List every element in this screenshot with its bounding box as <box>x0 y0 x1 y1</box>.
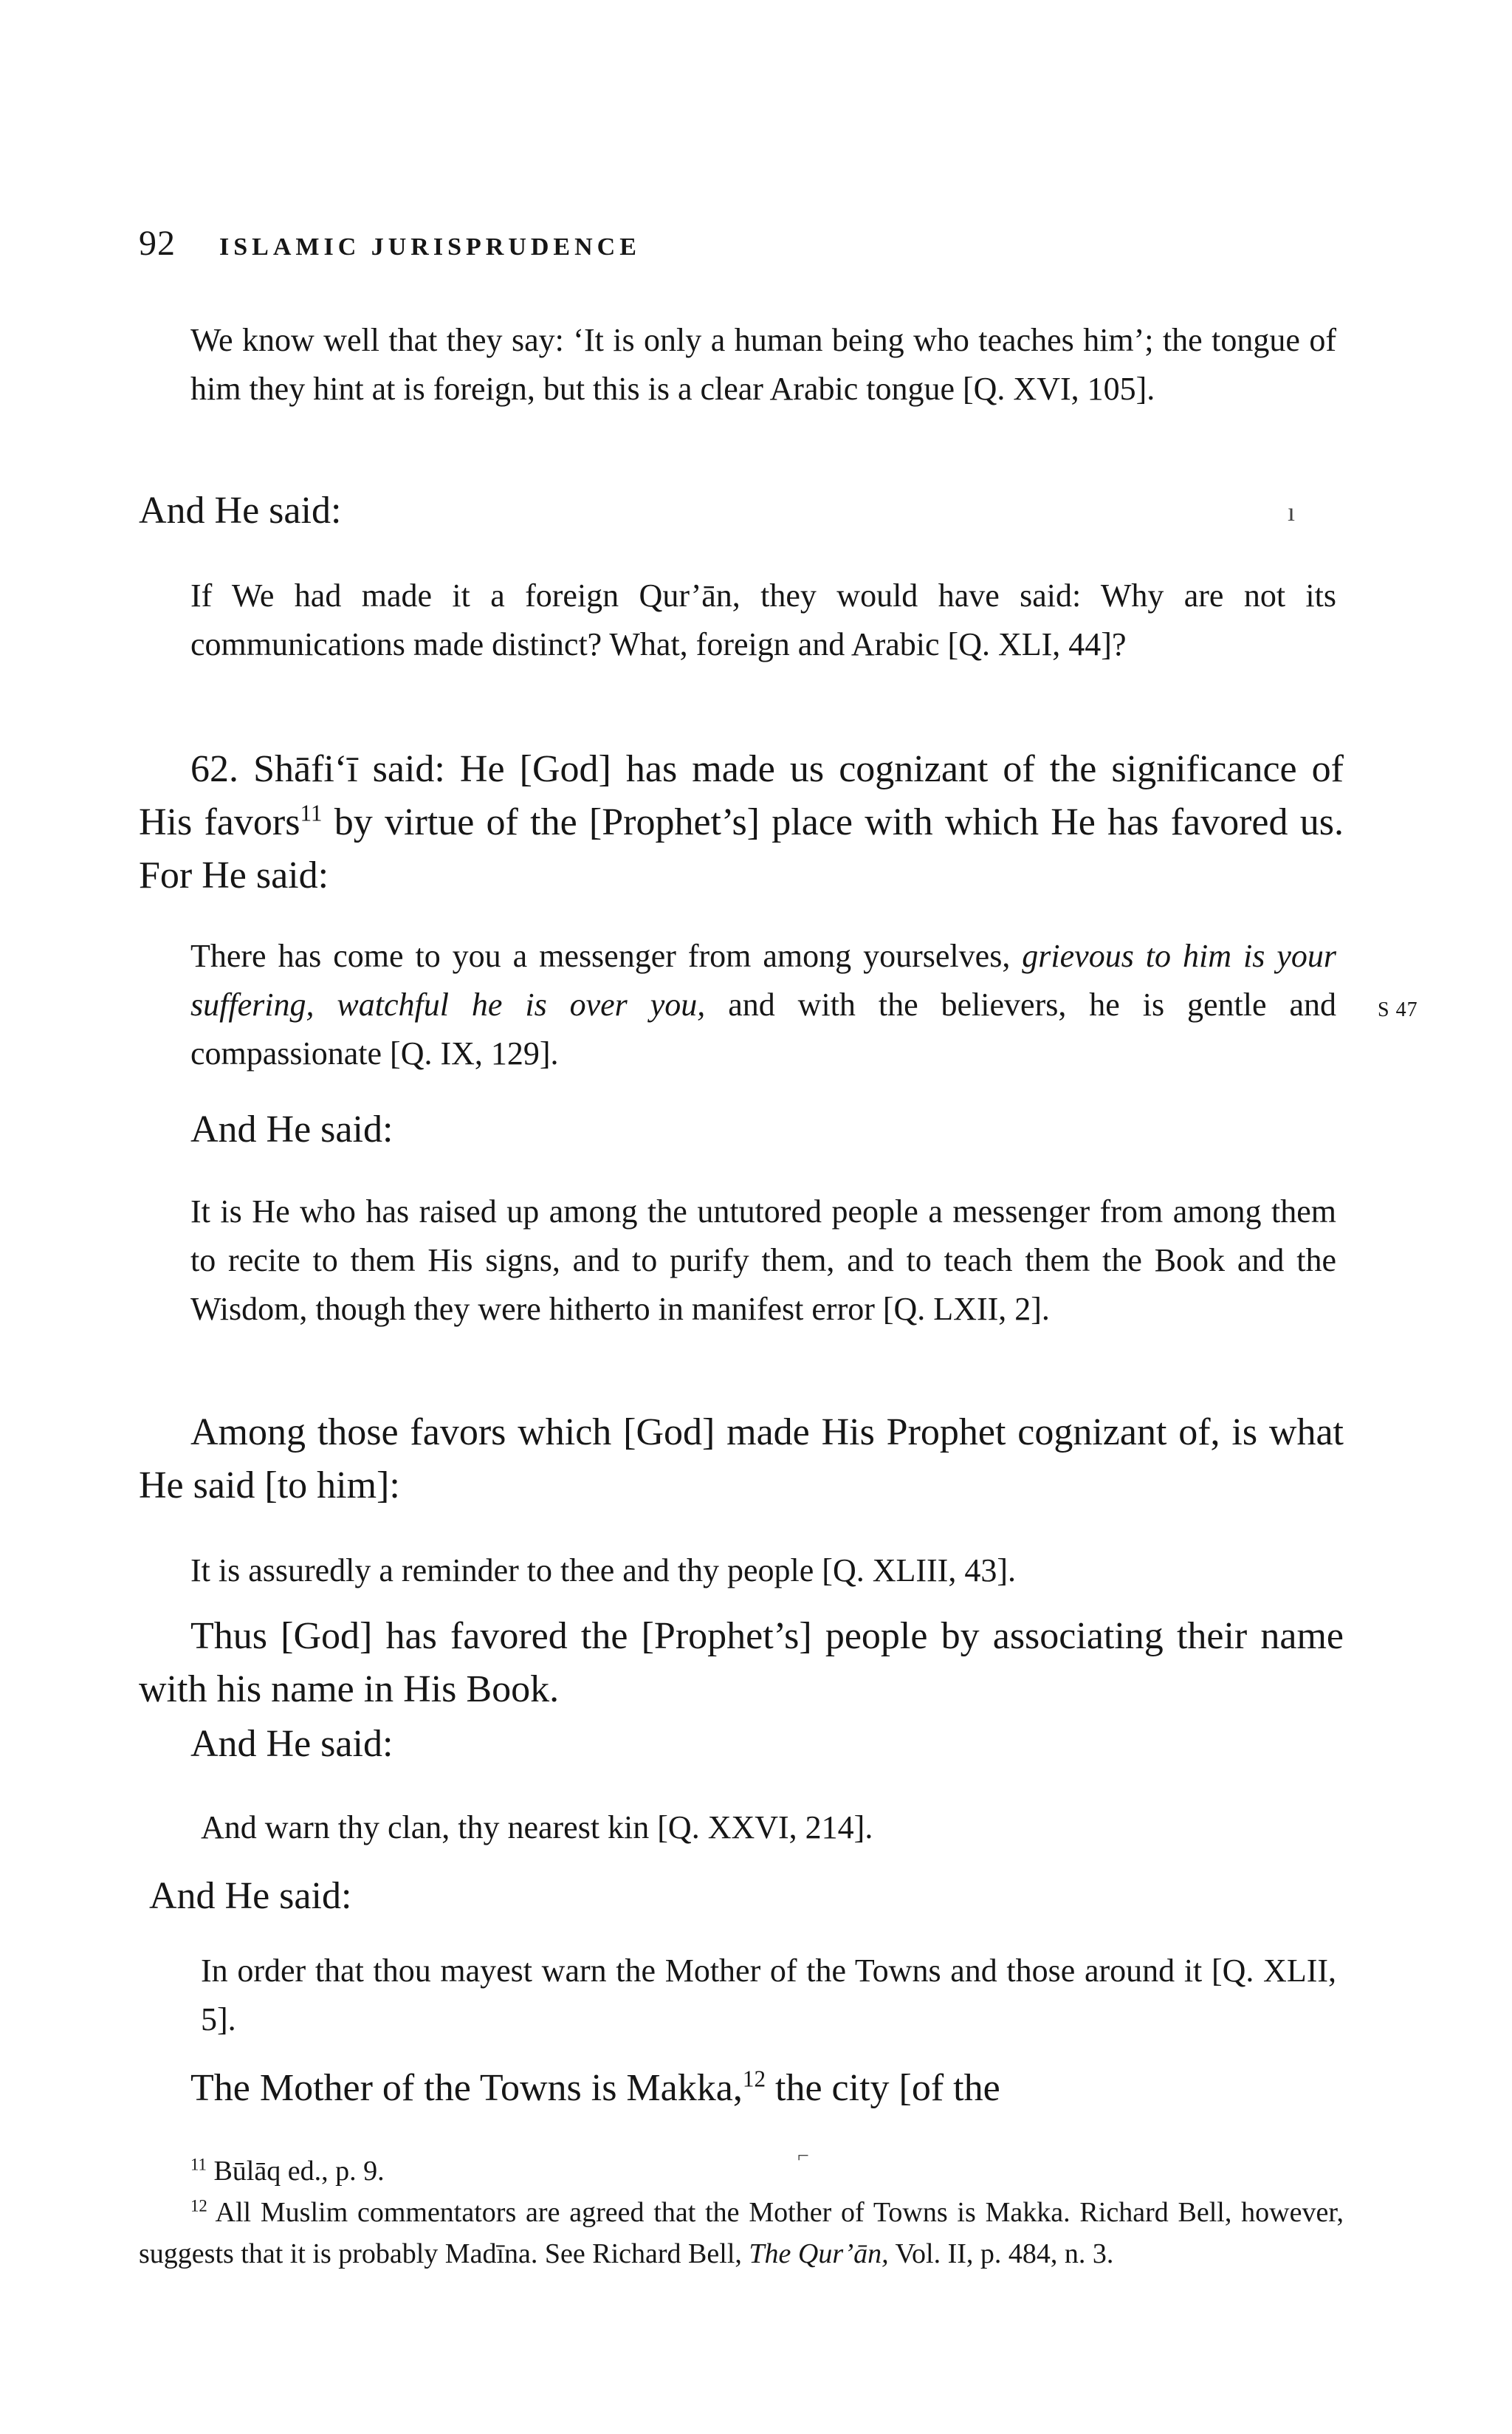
paragraph-mother-end: the city [of the <box>766 2067 1000 2109</box>
footnote-12-text-start: All Muslim commentators are agreed that the Mother of Towns is Makka. Richard Bell, however, suggests that it is probably Madīna. See Richard Bell, <box>139 2197 1344 2269</box>
and-he-said-2: And He said: <box>190 1108 394 1151</box>
footnote-12-text-end: Vol. II, p. 484, n. 3. <box>888 2238 1114 2269</box>
quote-q9-129-italic: grievous to him is your suffering, watchful he is over you, <box>190 938 1336 1023</box>
quote-q16-105: We know well that they say: ‘It is only a human being who teaches him’; the tongue of him they hint at is foreign, but this is a clear Arabic tongue [Q. XVI, 105]. <box>190 322 1336 407</box>
quote-q43-43: It is assuredly a reminder to thee and thy people [Q. XLIII, 43]. <box>190 1552 1016 1588</box>
paragraph-thus: Thus [God] has favored the [Prophet’s] people by associating their name with his name in His Book. <box>139 1615 1344 1710</box>
paragraph-62 <box>139 743 1344 902</box>
quote-q41-44: If We had made it a foreign Qur’ān, they would have said: Why are not its communications made distinct? What, foreign and Arabic [Q. XLI, 44]? <box>190 577 1336 662</box>
and-he-said-4: And He said: <box>149 1875 352 1917</box>
stray-mark: ı <box>1288 497 1296 527</box>
footnote-11 <box>190 2150 1344 2192</box>
running-head <box>139 223 641 264</box>
paragraph-62-start: 62. Shāfi‘ī said: He [God] has made us cognizant of the significance of His favors <box>139 748 1344 843</box>
paragraph-mother <box>190 2062 1344 2115</box>
quote-q9-129-end: and with the believers, he is gentle and compassionate [Q. IX, 129]. <box>190 987 1337 1072</box>
and-he-said-3: And He said: <box>190 1723 394 1765</box>
footnote-ref-11[interactable]: 11 <box>300 800 323 826</box>
footnote-12-italic: The Qur’ān, <box>749 2238 889 2269</box>
paragraph-62-end: by virtue of the [Prophet’s] place with which He has favored us. For He said: <box>139 801 1344 897</box>
paragraph-mother-start: The Mother of the Towns is Makka, <box>190 2067 743 2109</box>
footnote-ref-12[interactable]: 12 <box>742 2066 766 2092</box>
page-number: 92 <box>139 224 176 263</box>
quote-q9-129 <box>190 932 1336 1078</box>
paragraph-among: Among those favors which [God] made His Prophet cognizant of, is what He said [to him]: <box>139 1411 1344 1506</box>
stray-mark-2: ⌐ <box>797 2145 809 2167</box>
footnote-11-number: 11 <box>190 2155 207 2174</box>
quote-q9-129-start: There has come to you a messenger from among yourselves, <box>190 938 1023 974</box>
quote-q42-5: In order that thou mayest warn the Mother of the Towns and those around it [Q. XLII, 5]. <box>201 1953 1336 2037</box>
footnote-12-number: 12 <box>190 2196 207 2215</box>
footnote-11-text: Būlāq ed., p. 9. <box>206 2156 385 2187</box>
and-he-said-1: And He said: <box>139 490 342 532</box>
quote-q62-2: It is He who has raised up among the untutored people a messenger from among them to recite to them His signs, and to purify them, and to teach them the Book and the Wisdom, though they were hitherto in manifest error [Q. LXII, 2]. <box>190 1193 1336 1327</box>
margin-note: S 47 <box>1378 998 1418 1021</box>
running-title: ISLAMIC JURISPRUDENCE <box>219 233 641 261</box>
quote-q26-214: And warn thy clan, thy nearest kin [Q. XXVI, 214]. <box>201 1809 873 1845</box>
footnote-12 <box>139 2192 1344 2274</box>
